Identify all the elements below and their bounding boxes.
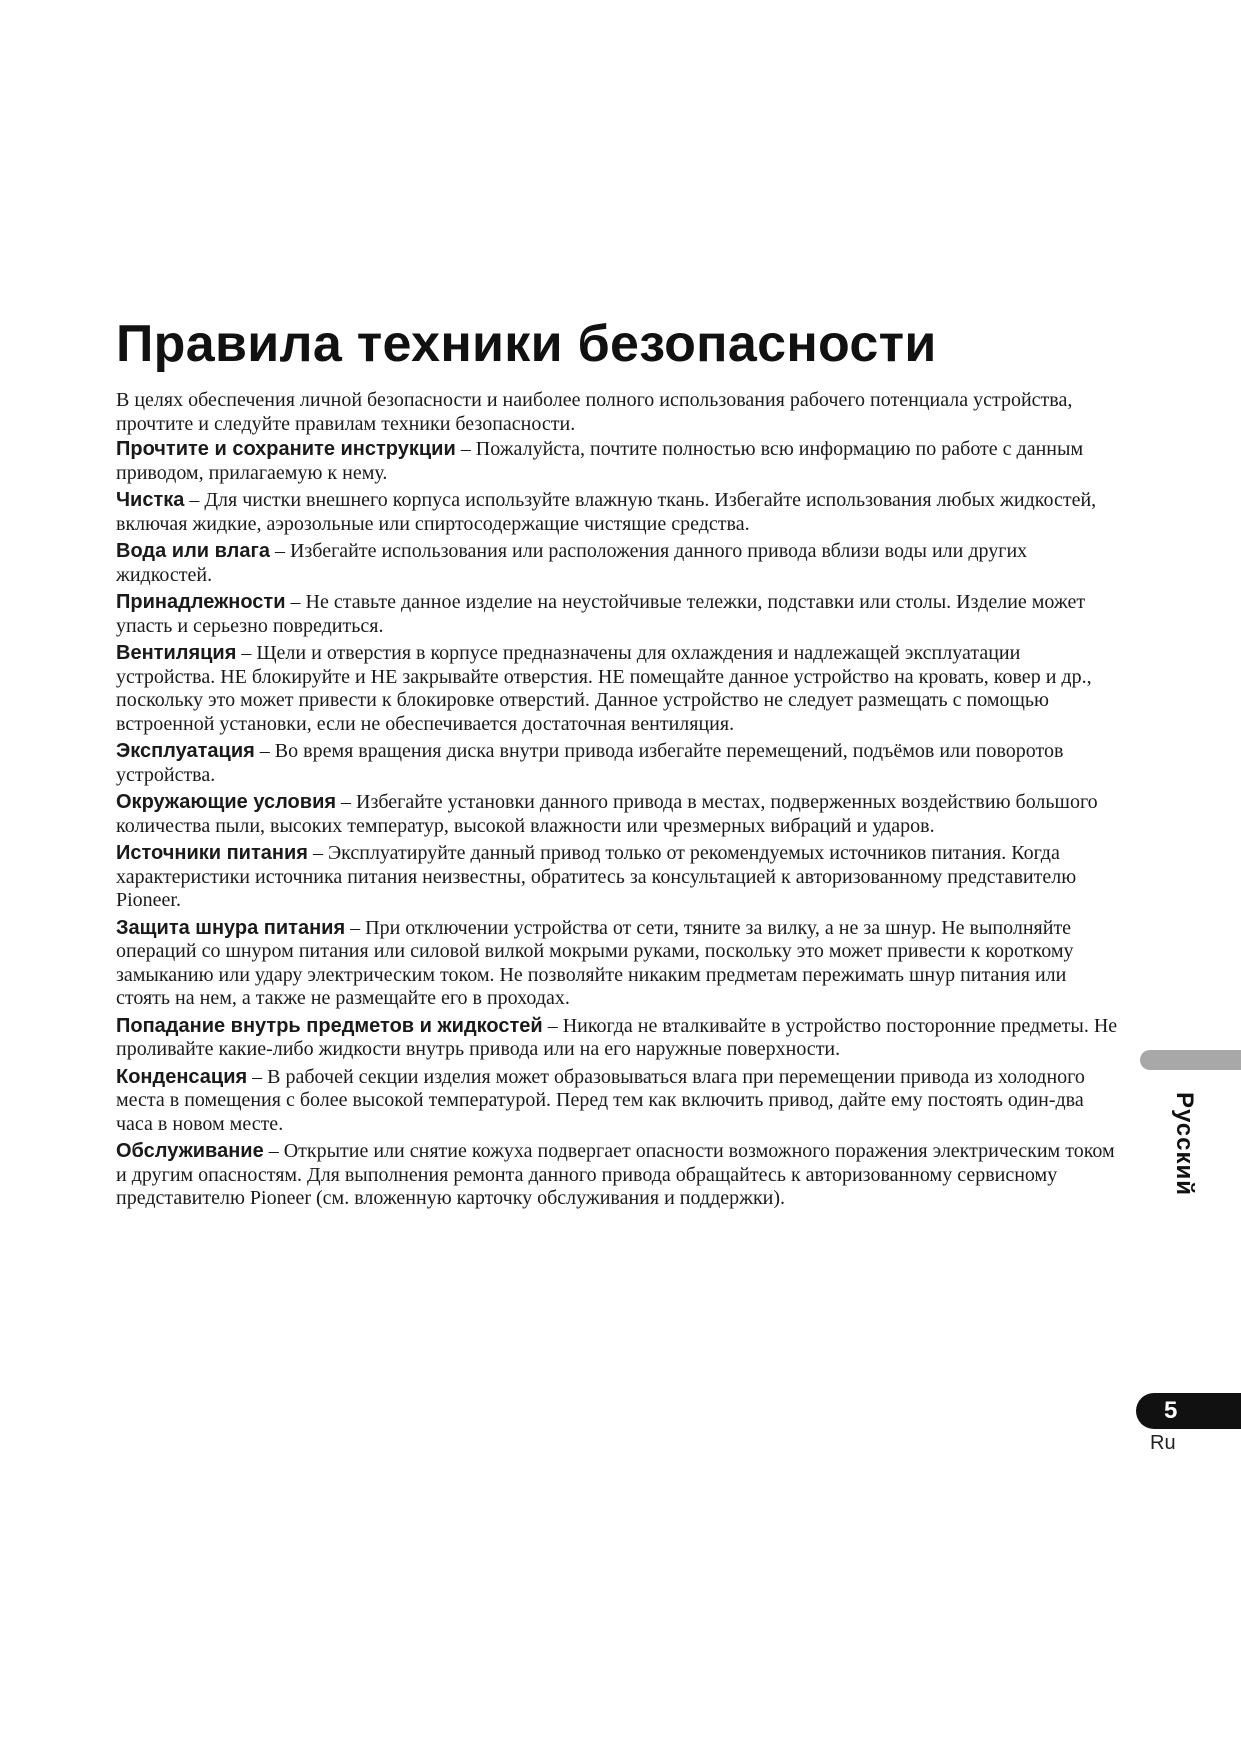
rule-term: Вентиляция: [116, 642, 237, 664]
rule-paragraph: [116, 1140, 1118, 1211]
rule-paragraph: [116, 540, 1118, 587]
rule-term: Прочтите и сохраните инструкции: [116, 438, 456, 460]
rule-paragraph: [116, 1066, 1118, 1137]
rule-text: – Щели и отверстия в корпусе предназначены для охлаждения и надлежащей эксплуатации устройства. НЕ блокируйте и НЕ закрывайте отверстия. НЕ помещайте данное устройство на кровать, ковер и др., поскольку это может привести к блокировке отверстий. Данное устройство не следует размещать с помощью встроенной установки, если не обеспечивается достаточная вентиляция.: [116, 642, 1092, 735]
rule-text: – Для чистки внешнего корпуса используйте влажную ткань. Избегайте использования любых жидкостей, включая жидкие, аэрозольные или спиртосодержащие чистящие средства.: [116, 489, 1097, 535]
rule-term: Эксплуатация: [116, 740, 255, 762]
rule-term: Вода или влага: [116, 540, 270, 562]
rule-text: – При отключении устройства от сети, тяните за вилку, а не за шнур. Не выполняйте операций со шнуром питания или силовой вилкой мокрыми руками, поскольку это может привести к короткому замыканию или удару электрическим током. Не позволяйте никаким предметам пережимать шнур питания или стоять на нем, а также не размещайте его в проходах.: [116, 916, 1074, 1009]
rule-text: – Во время вращения диска внутри привода избегайте перемещений, подъёмов или поворотов устройства.: [116, 740, 1064, 786]
rule-text: – Никогда не вталкивайте в устройство посторонние предметы. Не проливайте какие-либо жидкости внутрь привода или на его наружные поверхности.: [116, 1014, 1118, 1060]
rule-paragraph: [116, 740, 1118, 787]
rule-text: – Избегайте использования или расположения данного привода вблизи воды или других жидкостей.: [116, 540, 1028, 586]
rule-text: – Не ставьте данное изделие на неустойчивые тележки, подставки или столы. Изделие может упасть и серьезно повредиться.: [116, 591, 1086, 637]
language-tab-marker: [1140, 1050, 1241, 1070]
rule-text: – В рабочей секции изделия может образовываться влага при перемещении привода из холодного места в помещения с более высокой температурой. Перед тем как включить привод, дайте ему постоять один-два часа в новом месте.: [116, 1065, 1085, 1135]
rule-term: Принадлежности: [116, 591, 286, 613]
rule-paragraph: [116, 1015, 1118, 1062]
rule-text: – Эксплуатируйте данный привод только от рекомендуемых источников питания. Когда характеристики источника питания неизвестны, обратитесь за консультацией к авторизованному представителю Pioneer.: [116, 842, 1077, 911]
rule-paragraph: [116, 489, 1118, 536]
rule-text: – Пожалуйста, почтите полностью всю информацию по работе с данным приводом, прилагаемую к нему.: [116, 438, 1084, 484]
rule-term: Источники питания: [116, 842, 308, 864]
rule-paragraph: [116, 917, 1118, 1011]
page-number-badge: [1136, 1393, 1241, 1429]
rule-paragraph: [116, 791, 1118, 838]
rule-term: Окружающие условия: [116, 791, 337, 813]
rule-paragraph: [116, 591, 1118, 638]
rule-text: – Избегайте установки данного привода в местах, подверженных воздействию большого количества пыли, высоких температур, высокой влажности или чрезмерных вибраций и ударов.: [116, 791, 1098, 837]
rule-paragraph: [116, 842, 1118, 913]
rule-term: Чистка: [116, 489, 185, 511]
rule-term: Защита шнура питания: [116, 916, 346, 939]
rule-paragraph: [116, 642, 1118, 736]
rule-paragraph: [116, 438, 1118, 485]
rule-term: Конденсация: [116, 1065, 248, 1088]
language-tab-label: Русский: [1171, 1092, 1198, 1196]
page-title: Правила техники безопасности: [116, 315, 937, 373]
safety-rules-section: [116, 389, 1118, 1215]
page-language-code: Ru: [1150, 1432, 1176, 1454]
rule-term: Попадание внутрь предметов и жидкостей: [116, 1014, 543, 1037]
rule-text: – Открытие или снятие кожуха подвергает опасности возможного поражения электрическим током и другим опасностям. Для выполнения ремонта данного привода обращайтесь к авторизованному сервисному представителю Pioneer (см. вложенную карточку обслуживания и поддержки).: [116, 1140, 1115, 1209]
rule-term: Обслуживание: [116, 1140, 264, 1162]
page-number: 5: [1164, 1397, 1178, 1424]
intro-paragraph: В целях обеспечения личной безопасности и наиболее полного использования рабочего потенциала устройства, прочтите и следуйте правилам техники безопасности.: [116, 389, 1073, 435]
